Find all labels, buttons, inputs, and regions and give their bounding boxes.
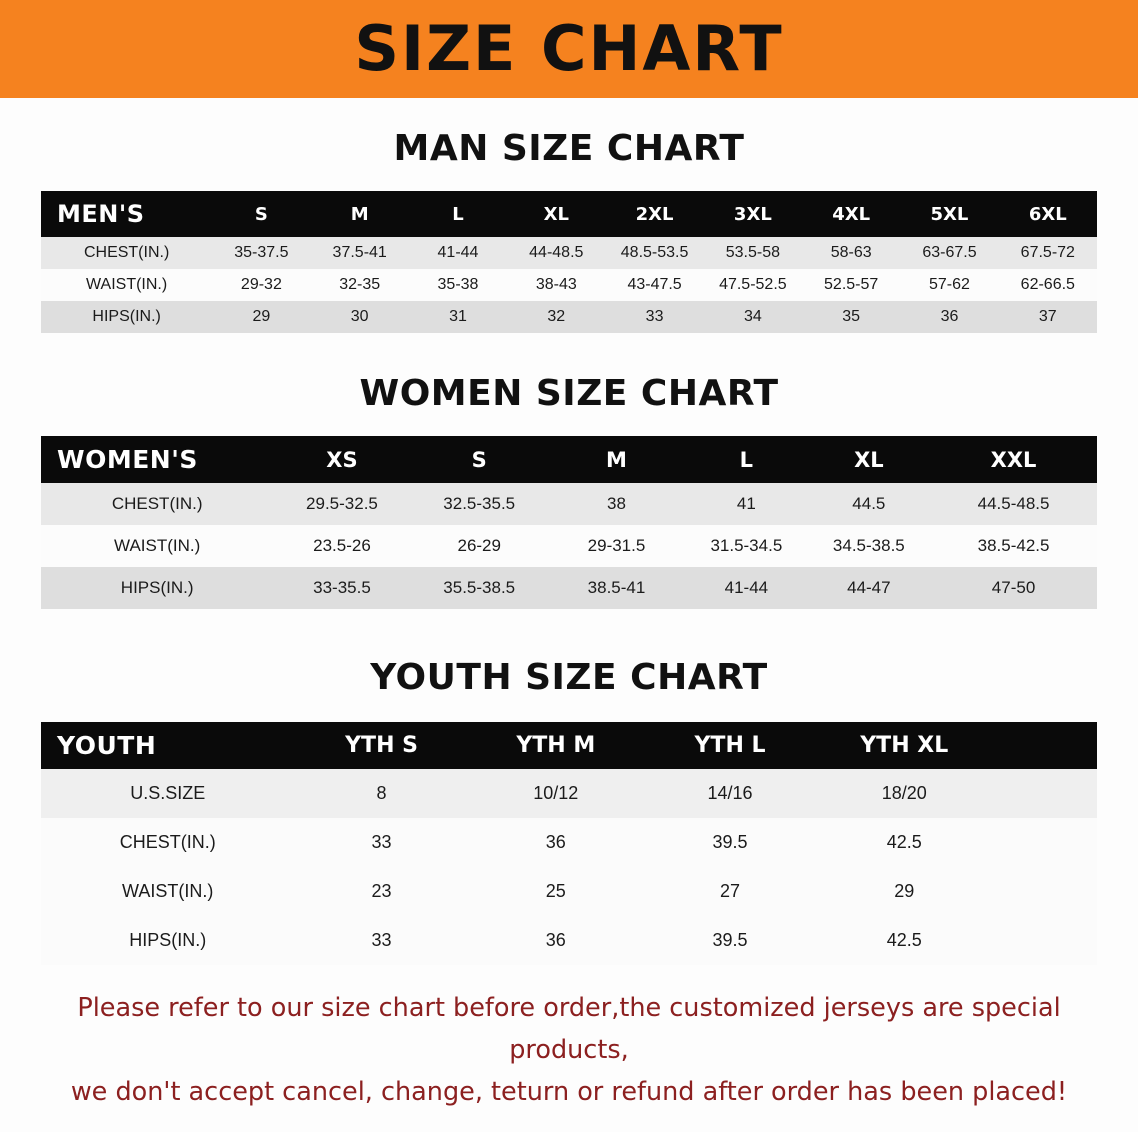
man-waist-xl: 38-43	[535, 276, 577, 293]
women-chest-l: 41	[736, 494, 756, 513]
man-chest-6xl: 67.5-72	[1020, 244, 1075, 261]
women-size-table-wrap	[41, 436, 1097, 609]
youth-chest-l: 39.5	[712, 832, 748, 852]
man-hips-5xl: 36	[940, 308, 959, 325]
youth-hips-m: 36	[545, 930, 566, 950]
youth-waist-l: 27	[720, 881, 741, 901]
page-title: SIZE CHART	[354, 12, 784, 85]
women-waist-xs: 23.5-26	[313, 536, 371, 555]
man-waist-l: 35-38	[437, 276, 479, 293]
table-row	[41, 567, 1097, 609]
youth-chest-s: 33	[371, 832, 392, 852]
women-hips-m: 38.5-41	[587, 578, 646, 597]
youth-header-spacer	[991, 722, 1097, 769]
table-row	[41, 301, 1097, 333]
man-table-header-row	[41, 191, 1097, 237]
women-header-xs: XS	[326, 447, 358, 472]
man-size-table-wrap	[41, 191, 1097, 333]
women-waist-xxl: 38.5-42.5	[977, 536, 1050, 555]
man-header-s: S	[254, 203, 268, 225]
youth-ussize-s: 8	[376, 783, 387, 803]
man-size-table	[41, 191, 1097, 333]
women-waist-s: 26-29	[457, 536, 501, 555]
women-hips-l: 41-44	[724, 578, 769, 597]
women-table-header-row	[41, 436, 1097, 483]
man-row-label-chest: CHEST(IN.)	[83, 244, 170, 261]
women-header-l: L	[739, 447, 754, 472]
man-waist-m: 32-35	[339, 276, 381, 293]
table-row	[41, 867, 1097, 916]
table-row	[41, 269, 1097, 301]
man-header-6xl: 6XL	[1028, 203, 1067, 225]
youth-ussize-l: 14/16	[707, 783, 753, 803]
man-section-title: MAN SIZE CHART	[393, 128, 745, 169]
youth-waist-s: 23	[371, 881, 392, 901]
women-hips-s: 35.5-38.5	[443, 578, 516, 597]
man-row-label-waist: WAIST(IN.)	[86, 276, 168, 293]
table-row	[41, 769, 1097, 818]
table-row	[41, 525, 1097, 567]
man-chest-m: 37.5-41	[332, 244, 387, 261]
table-row	[41, 483, 1097, 525]
page-banner	[0, 0, 1138, 98]
man-header-4xl: 4XL	[832, 203, 871, 225]
youth-size-table	[41, 722, 1097, 965]
disclaimer-note	[39, 987, 1099, 1113]
man-waist-6xl: 62-66.5	[1020, 276, 1075, 293]
man-header-l: L	[452, 203, 464, 225]
man-waist-2xl: 43-47.5	[627, 276, 682, 293]
youth-hips-s: 33	[371, 930, 392, 950]
women-hips-xl: 44-47	[847, 578, 891, 597]
youth-header-xl: YTH XL	[860, 733, 949, 758]
man-hips-m: 30	[350, 308, 369, 325]
man-chest-l: 41-44	[437, 244, 479, 261]
youth-waist-spacer	[991, 867, 1097, 916]
women-header-xxl: XXL	[990, 447, 1037, 472]
youth-table-header-row	[41, 722, 1097, 769]
man-chest-2xl: 48.5-53.5	[620, 244, 689, 261]
man-header-m: M	[350, 203, 369, 225]
man-chest-s: 35-37.5	[234, 244, 289, 261]
women-header-label: WOMEN'S	[57, 445, 198, 474]
table-row	[41, 916, 1097, 965]
youth-row-label-ussize: U.S.SIZE	[130, 783, 206, 803]
youth-hips-l: 39.5	[712, 930, 748, 950]
women-waist-l: 31.5-34.5	[710, 536, 783, 555]
disclaimer-line-2: we don't accept cancel, change, teturn or refund after order has been placed!	[70, 1077, 1068, 1108]
youth-chest-xl: 42.5	[886, 832, 922, 852]
women-chest-xs: 29.5-32.5	[306, 494, 378, 513]
man-hips-2xl: 33	[645, 308, 664, 325]
man-waist-s: 29-32	[240, 276, 282, 293]
women-header-m: M	[606, 447, 627, 472]
table-row	[41, 818, 1097, 867]
youth-row-label-waist: WAIST(IN.)	[122, 881, 214, 901]
youth-header-l: YTH L	[694, 733, 766, 758]
youth-hips-spacer	[991, 916, 1097, 965]
man-header-3xl: 3XL	[733, 203, 772, 225]
man-hips-s: 29	[252, 308, 271, 325]
youth-header-m: YTH M	[516, 733, 596, 758]
youth-hips-xl: 42.5	[886, 930, 922, 950]
women-hips-xs: 33-35.5	[313, 578, 371, 597]
man-header-5xl: 5XL	[930, 203, 969, 225]
youth-row-label-chest: CHEST(IN.)	[119, 832, 216, 852]
disclaimer-line-1: Please refer to our size chart before order,the customized jerseys are special products,	[77, 993, 1061, 1066]
table-row	[41, 237, 1097, 269]
man-waist-4xl: 52.5-57	[824, 276, 879, 293]
women-chest-m: 38	[607, 494, 626, 513]
women-row-label-waist: WAIST(IN.)	[114, 536, 201, 555]
women-chest-xl: 44.5	[852, 494, 886, 513]
youth-ussize-spacer	[991, 769, 1097, 818]
youth-header-label: YOUTH	[57, 731, 157, 760]
man-waist-5xl: 57-62	[929, 276, 970, 293]
man-chest-4xl: 58-63	[830, 244, 872, 261]
women-header-xl: XL	[854, 447, 884, 472]
women-row-label-chest: CHEST(IN.)	[111, 494, 203, 513]
youth-waist-m: 25	[545, 881, 566, 901]
women-hips-xxl: 47-50	[991, 578, 1036, 597]
man-hips-6xl: 37	[1038, 308, 1057, 325]
man-header-label: MEN'S	[57, 200, 145, 228]
man-header-2xl: 2XL	[635, 203, 674, 225]
man-hips-4xl: 35	[842, 308, 861, 325]
man-hips-3xl: 34	[743, 308, 762, 325]
women-size-table	[41, 436, 1097, 609]
women-waist-xl: 34.5-38.5	[832, 536, 905, 555]
man-row-label-hips: HIPS(IN.)	[92, 308, 161, 325]
youth-ussize-xl: 18/20	[881, 783, 927, 803]
youth-chest-spacer	[991, 818, 1097, 867]
youth-header-s: YTH S	[345, 733, 418, 758]
man-chest-5xl: 63-67.5	[922, 244, 977, 261]
youth-row-label-hips: HIPS(IN.)	[129, 930, 207, 950]
man-waist-3xl: 47.5-52.5	[719, 276, 787, 293]
man-header-xl: XL	[543, 203, 569, 225]
youth-section-title: YOUTH SIZE CHART	[370, 657, 768, 698]
man-hips-xl: 32	[547, 308, 566, 325]
youth-waist-xl: 29	[894, 881, 915, 901]
women-section-title: WOMEN SIZE CHART	[359, 373, 779, 414]
women-header-s: S	[471, 447, 487, 472]
youth-ussize-m: 10/12	[533, 783, 579, 803]
man-hips-l: 31	[449, 308, 467, 325]
women-chest-xxl: 44.5-48.5	[977, 494, 1050, 513]
man-chest-xl: 44-48.5	[529, 244, 584, 261]
women-waist-m: 29-31.5	[587, 536, 646, 555]
youth-size-table-wrap	[41, 722, 1097, 965]
women-row-label-hips: HIPS(IN.)	[120, 578, 194, 597]
man-chest-3xl: 53.5-58	[725, 244, 780, 261]
youth-chest-m: 36	[545, 832, 566, 852]
women-chest-s: 32.5-35.5	[443, 494, 516, 513]
